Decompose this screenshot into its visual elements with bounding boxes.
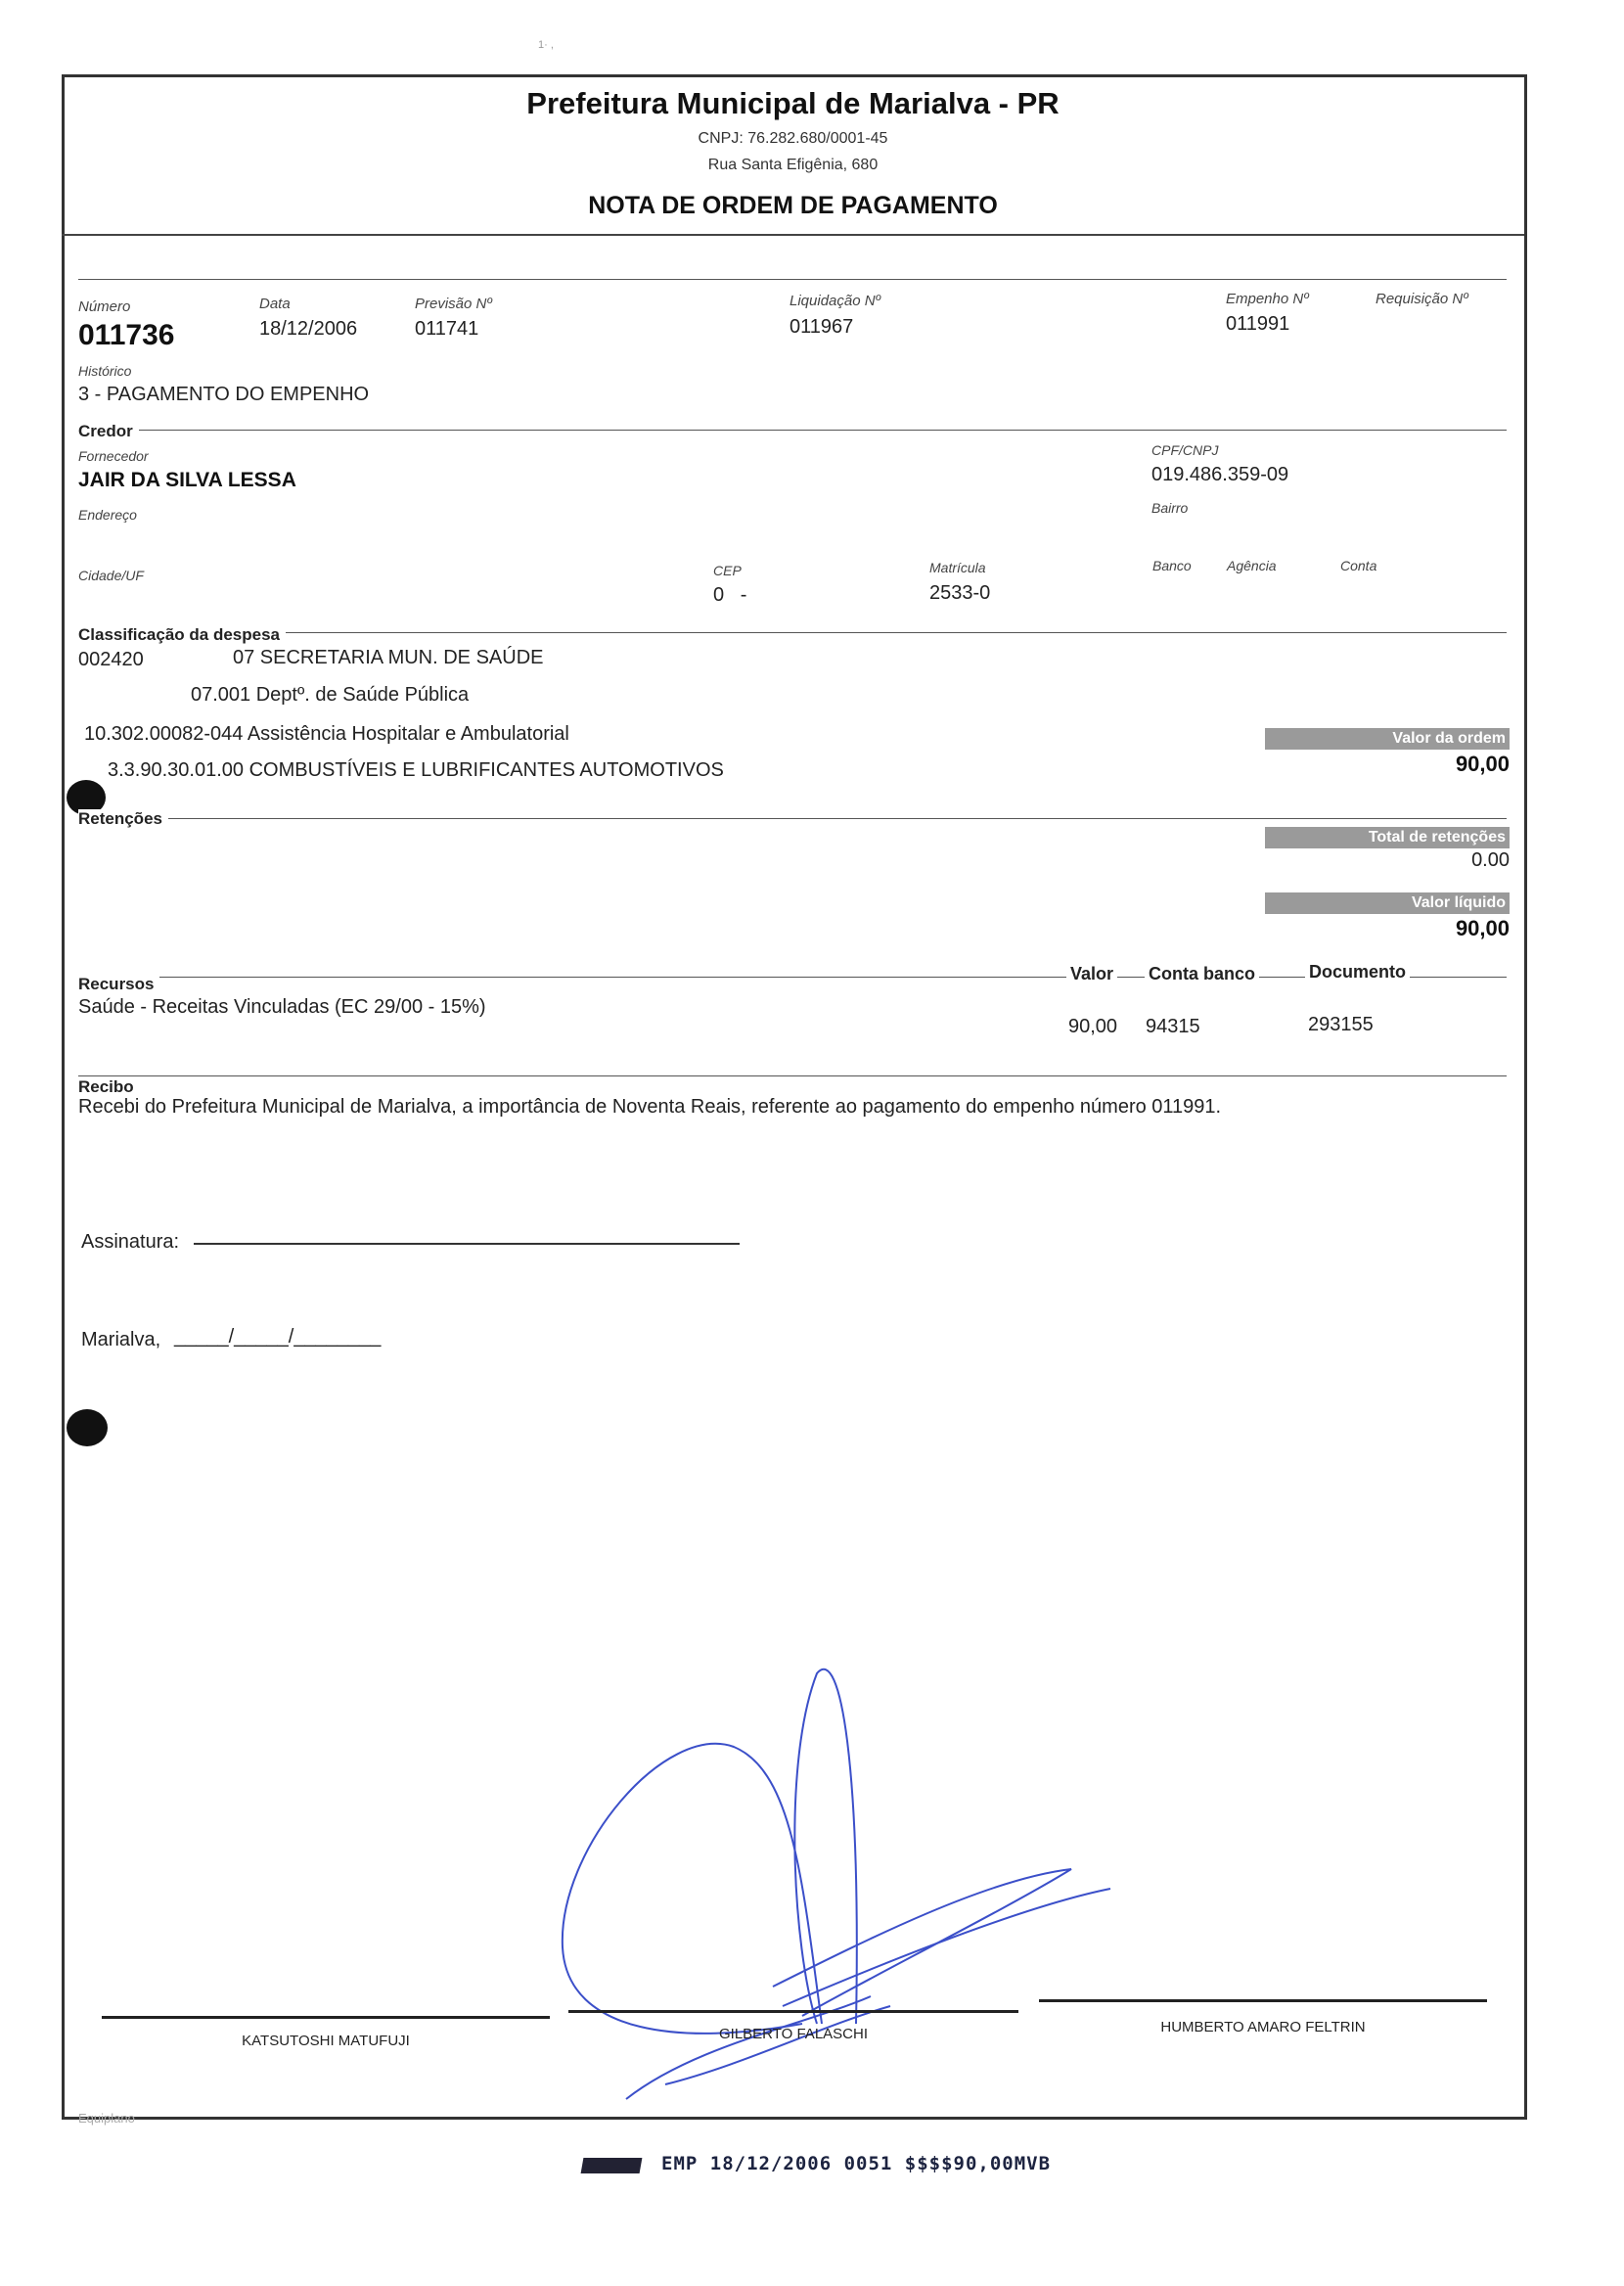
classificacao-line2: 07.001 Deptº. de Saúde Pública — [191, 684, 470, 706]
banco-label: Banco — [1152, 558, 1192, 573]
recursos-conta: 94315 — [1146, 1016, 1200, 1037]
recursos-descricao: Saúde - Receitas Vinculadas (EC 29/00 - 15%) — [78, 996, 486, 1018]
divider — [78, 818, 1507, 819]
software-mark: Equiplano — [78, 2111, 135, 2126]
conta-label: Conta — [1340, 558, 1377, 573]
signatory-name: KATSUTOSHI MATUFUJI — [242, 2033, 410, 2049]
recibo-text: Recebi do Prefeitura Municipal de Marialva, a importância de Noventa Reais, referente ao pagamento do empenho número 011991. — [78, 1096, 1222, 1118]
scan-marks: 1· , — [538, 39, 554, 51]
valor-ordem-value: 90,00 — [1455, 752, 1510, 776]
empenho-label: Empenho Nº — [1226, 291, 1309, 307]
historico-label: Histórico — [78, 363, 132, 379]
recursos-documento: 293155 — [1308, 1014, 1374, 1035]
retencoes-section: Retenções — [78, 809, 168, 829]
header-divider — [62, 234, 1524, 236]
numero-label: Número — [78, 298, 131, 315]
cnpj-text: CNPJ: 76.282.680/0001-45 — [698, 130, 888, 147]
classificacao-code: 002420 — [78, 649, 144, 670]
recibo-section: Recibo — [78, 1077, 140, 1097]
cpf-value: 019.486.359-09 — [1151, 464, 1289, 485]
recursos-valor: 90,00 — [1068, 1016, 1118, 1037]
signatory-name: GILBERTO FALASCHI — [719, 2026, 868, 2042]
valor-header: Valor — [1066, 964, 1117, 984]
classificacao-line1: 07 SECRETARIA MUN. DE SAÚDE — [233, 647, 544, 668]
liquidacao-value: 011967 — [789, 316, 854, 338]
signature-line — [102, 2016, 550, 2019]
cep-value: 0 - — [713, 584, 747, 606]
matricula-label: Matrícula — [929, 560, 986, 575]
credor-section: Credor — [78, 422, 139, 441]
recursos-section: Recursos — [78, 975, 159, 994]
page-title: Prefeitura Municipal de Marialva - PR — [526, 86, 1060, 120]
fornecedor-value: JAIR DA SILVA LESSA — [78, 469, 296, 491]
classificacao-section: Classificação da despesa — [78, 625, 286, 645]
punch-hole — [67, 1409, 108, 1446]
cep-label: CEP — [713, 563, 742, 578]
mechanical-stamp: EMP 18/12/2006 0051 $$$$90,00MVB — [661, 2153, 1052, 2174]
address-text: Rua Santa Efigênia, 680 — [707, 157, 879, 173]
documento-header: Documento — [1305, 962, 1410, 983]
requisicao-label: Requisição Nº — [1376, 291, 1468, 307]
signature-line — [568, 2010, 1018, 2013]
data-value: 18/12/2006 — [259, 318, 358, 340]
classificacao-line4: 3.3.90.30.01.00 COMBUSTÍVEIS E LUBRIFICANTES AUTOMOTIVOS — [108, 759, 724, 781]
cpf-label: CPF/CNPJ — [1151, 442, 1219, 458]
historico-value: 3 - PAGAMENTO DO EMPENHO — [78, 384, 370, 405]
bairro-label: Bairro — [1151, 500, 1189, 516]
liquidacao-label: Liquidação Nº — [789, 293, 881, 309]
data-label: Data — [259, 296, 291, 312]
assinatura-label: Assinatura: — [81, 1231, 180, 1253]
valor-liquido-value: 90,00 — [1455, 916, 1510, 940]
signature-drawing — [548, 1654, 1135, 2133]
classificacao-line3: 10.302.00082-044 Assistência Hospitalar e Ambulatorial — [84, 723, 569, 745]
valor-liquido-label: Valor líquido — [1265, 892, 1510, 914]
conta-banco-header: Conta banco — [1145, 964, 1259, 984]
divider — [78, 977, 1507, 978]
total-retencoes-value: 0.00 — [1471, 849, 1510, 871]
divider — [78, 1075, 1507, 1076]
stamp-logo — [581, 2158, 643, 2173]
document-title: NOTA DE ORDEM DE PAGAMENTO — [588, 192, 998, 219]
agencia-label: Agência — [1227, 558, 1277, 573]
matricula-value: 2533-0 — [929, 582, 991, 604]
divider — [78, 430, 1507, 431]
assinatura-line[interactable] — [194, 1243, 740, 1245]
fornecedor-label: Fornecedor — [78, 448, 149, 464]
cidade-label: Cidade/UF — [78, 568, 144, 583]
endereco-label: Endereço — [78, 507, 137, 523]
signature-line — [1039, 1999, 1487, 2002]
signatory-name: HUMBERTO AMARO FELTRIN — [1160, 2019, 1366, 2035]
empenho-value: 011991 — [1226, 313, 1290, 335]
numero-value: 011736 — [78, 319, 175, 351]
previsao-label: Previsão Nº — [415, 296, 492, 312]
previsao-value: 011741 — [415, 318, 479, 340]
local-label: Marialva, — [81, 1329, 161, 1350]
valor-ordem-label: Valor da ordem — [1265, 728, 1510, 750]
total-retencoes-label: Total de retenções — [1265, 827, 1510, 848]
divider — [78, 279, 1507, 280]
date-blank[interactable]: _____/_____/________ — [174, 1326, 382, 1348]
divider — [78, 632, 1507, 633]
